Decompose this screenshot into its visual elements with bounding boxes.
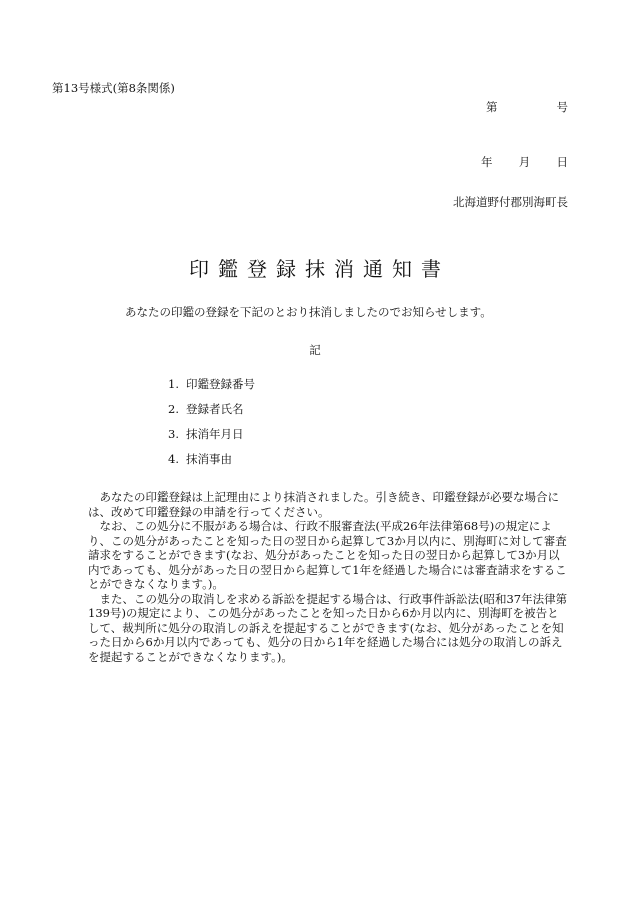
issuer-name: 北海道野付郡別海町長 [453,195,568,209]
item-number: 1. [168,377,179,391]
item-label: 印鑑登録番号 [186,377,255,391]
ki-heading: 記 [309,343,321,357]
document-number [486,99,568,115]
list-item [168,401,255,426]
date-month-label: 月 [518,155,531,169]
document-number-suffix: 号 [556,100,568,114]
item-label: 抹消年月日 [186,427,244,441]
list-item [168,451,255,476]
item-number: 2. [168,402,179,416]
lead-text: あなたの印鑑の登録を下記のとおり抹消しましたのでお知らせします。 [125,305,492,319]
date-year-label: 年 [481,155,493,169]
list-item [168,376,255,401]
item-list [168,376,255,476]
item-label: 登録者氏名 [186,402,244,416]
paragraph-lawsuit: また、この処分の取消しを求める訴訟を提起する場合は、行政事件訴訟法(昭和37年法律第139号)の規定により、この処分があったことを知った日から6か月以内に、別海町を被告として、裁判所に処分の取消しの訴えを提起することができます(なお、処分があったことを知った日から6か月以内であっても、処分の日から1年を経過した場合には処分の取消しの訴えを提起することができなくなります。)。 [88,591,568,664]
paragraph-notice: あなたの印鑑登録は上記理由により抹消されました。引き続き、印鑑登録が必要な場合には、改めて印鑑登録の申請を行ってください。 [88,490,560,519]
document-date [481,154,568,170]
date-day-label: 日 [556,155,568,169]
body-text [88,490,570,664]
item-number: 4. [168,452,179,466]
document-number-prefix: 第 [486,100,498,114]
paragraph-appeal: なお、この処分に不服がある場合は、行政不服審査法(平成26年法律第68号)の規定により、この処分があったことを知った日の翌日から起算して3か月以内に、別海町に対して審査請求をすることができます(なお、処分があったことを知った日の翌日から起算して3か月以内であっても、処分があった日の翌日から起算して1年を経過した場合には審査請求をすることができなくなります。)。 [88,519,567,591]
item-label: 抹消事由 [186,452,232,466]
item-number: 3. [168,427,179,441]
list-item [168,426,255,451]
form-number: 第13号様式(第8条関係) [52,81,175,95]
document-title: 印鑑登録抹消通知書 [189,257,450,281]
